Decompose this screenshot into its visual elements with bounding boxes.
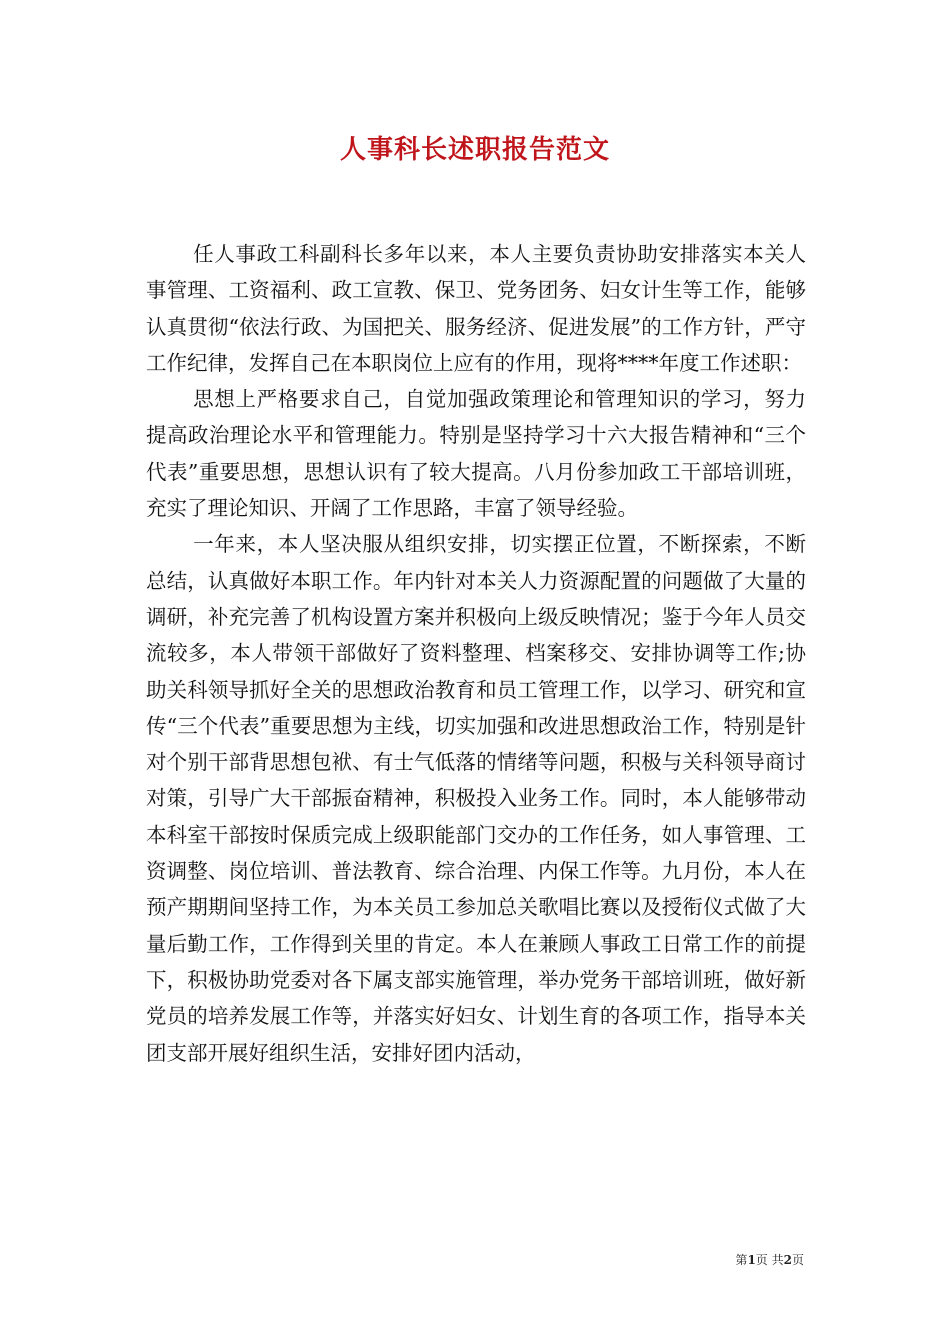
paragraph-2: 思想上严格要求自己，自觉加强政策理论和管理知识的学习，努力提高政治理论水平和管理能力。特别是坚持学习十六大报告精神和“三个代表”重要思想，思想认识有了较大提高。八月份参加政工干部培训班，充实了理论知识、开阔了工作思路，丰富了领导经验。	[146, 387, 806, 521]
footer-prefix: 第	[735, 1253, 748, 1267]
paragraph-3: 一年来，本人坚决服从组织安排，切实摆正位置，不断探索，不断总结，认真做好本职工作。年内针对本关人力资源配置的问题做了大量的调研，补充完善了机构设置方案并积极向上级反映情况；鉴于今年人员交流较多，本人带领干部做好了资料整理、档案移交、安排协调等工作;协助关科领导抓好全关的思想政治教育和员工管理工作，以学习、研究和宣传“三个代表”重要思想为主线，切实加强和改进思想政治工作，特别是针对个别干部背思想包袱、有士气低落的情绪等问题，积极与关科领导商讨对策，引导广大干部振奋精神，积极投入业务工作。同时，本人能够带动本科室干部按时保质完成上级职能部门交办的工作任务，如人事管理、工资调整、岗位培训、普法教育、综合治理、内保工作等。九月份，本人在预产期期间坚持工作，为本关员工参加总关歌唱比赛以及授衔仪式做了大量后勤工作，工作得到关里的肯定。本人在兼顾人事政工日常工作的前提下，积极协助党委对各下属支部实施管理，举办党务干部培训班，做好新党员的培养发展工作等，并落实好妇女、计划生育的各项工作，指导本关团支部开展好组织生活，安排好团内活动，	[146, 532, 806, 1065]
current-page-number: 1	[747, 1253, 756, 1267]
footer-suffix: 页	[791, 1253, 804, 1267]
page-number-footer	[735, 1252, 804, 1268]
total-pages-number: 2	[783, 1253, 792, 1267]
paragraph-1: 任人事政工科副科长多年以来，本人主要负责协助安排落实本关人事管理、工资福利、政工宣教、保卫、党务团务、妇女计生等工作，能够认真贯彻“依法行政、为国把关、服务经济、促进发展”的工作方针，严守工作纪律，发挥自己在本职岗位上应有的作用，现将****年度工作述职：	[146, 242, 806, 375]
document-title: 人事科长述职报告范文	[339, 135, 610, 165]
document-body	[146, 236, 806, 1071]
footer-middle: 页 共	[755, 1253, 784, 1267]
